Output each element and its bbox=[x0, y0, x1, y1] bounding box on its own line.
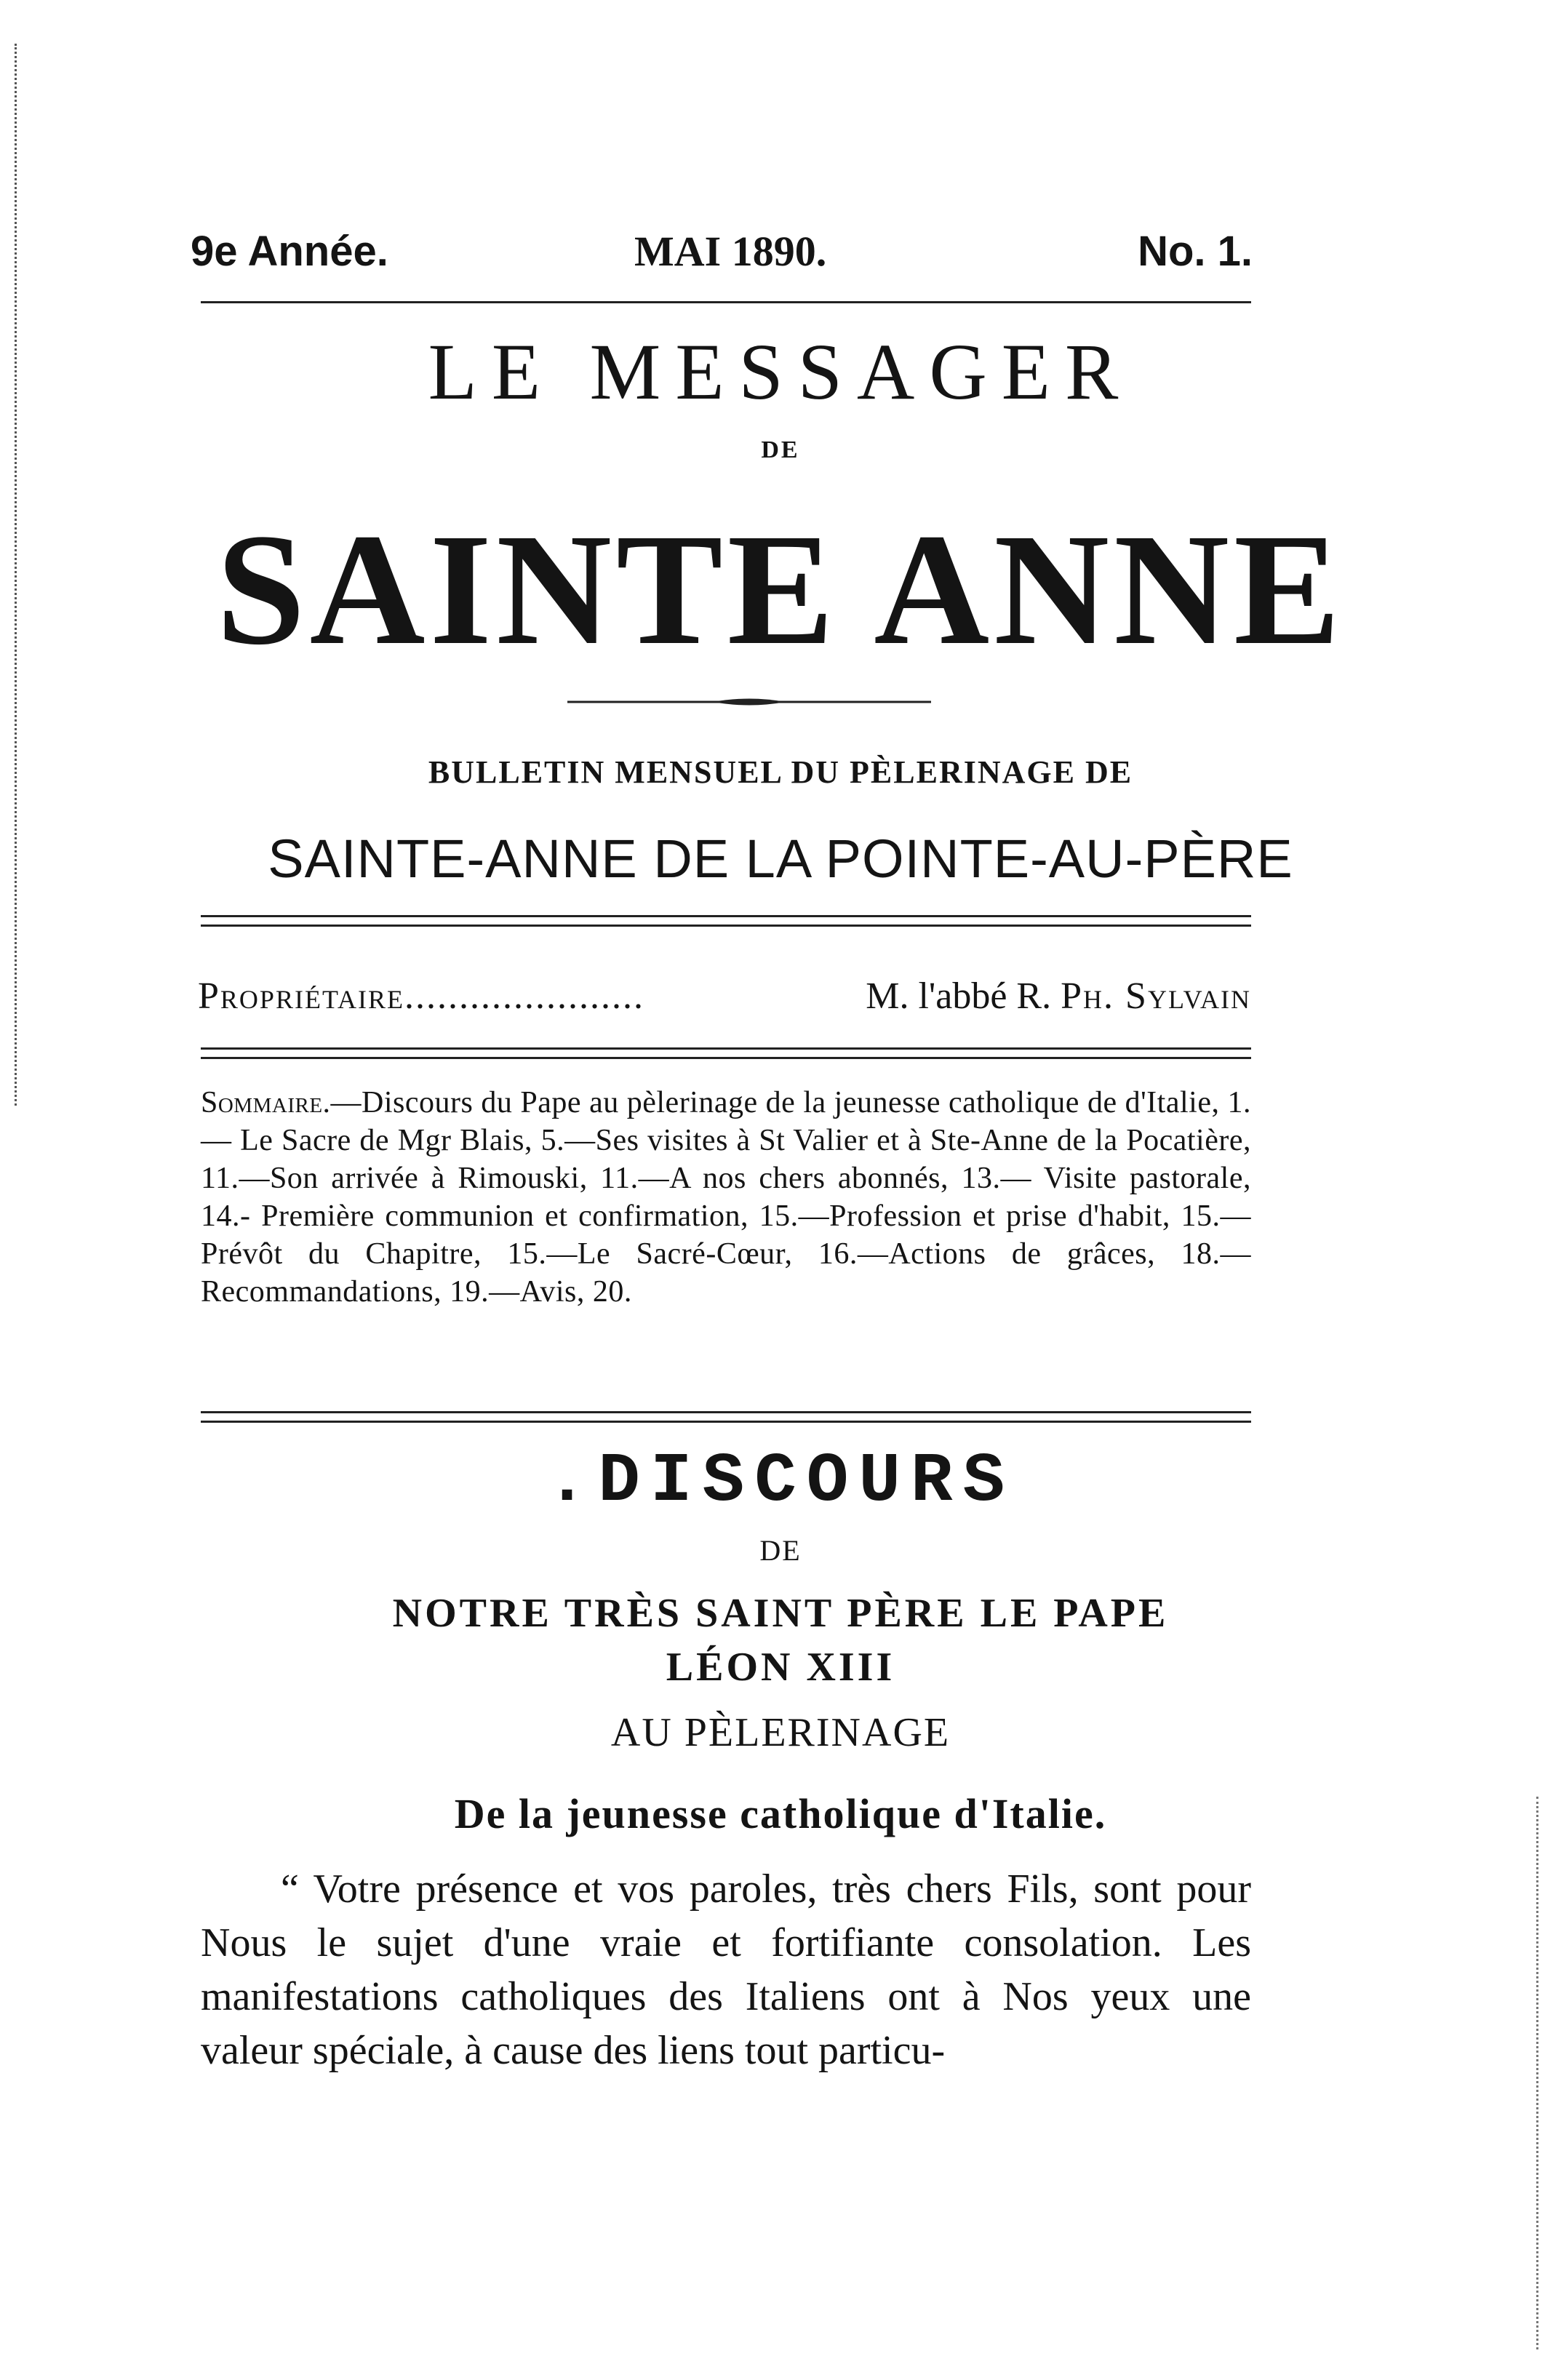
owner-value-name: Ph. Sylvain bbox=[1061, 975, 1251, 1017]
table-of-contents bbox=[201, 1084, 1251, 1311]
article-paragraph: “ Votre présence et vos paroles, très chers Fils, sont pour Nous le sujet d'une vraie et fortifiante consolation. Les manifestations catholiques des Italiens ont à Nos yeux une valeur spéciale, à cause des liens tout particu- bbox=[201, 1866, 1251, 2073]
masthead-title-line2: SAINTE ANNE bbox=[216, 500, 1345, 678]
article-heading: .DISCOURS bbox=[546, 1442, 1015, 1521]
ornament-divider bbox=[567, 697, 931, 707]
owner-value bbox=[866, 975, 1251, 1018]
masthead-subtitle: BULLETIN MENSUEL DU PÈLERINAGE DE bbox=[428, 754, 1133, 790]
issue-date: MAI 1890. bbox=[634, 228, 827, 275]
article-youth-heading: De la jeunesse catholique d'Italie. bbox=[454, 1790, 1107, 1837]
owner-value-prefix: M. l'abbé R. bbox=[866, 975, 1061, 1017]
summary-text: —Discours du Pape au pèlerinage de la jeunesse catholique de d'Italie, 1. — Le Sacre de Mgr Blais, 5.—Ses visites à St Valier et à Ste-Anne de la Pocatière, 11.—Son arrivée à Rimouski, 11.—A nos chers abonnés, 13.— Visite pastorale, 14.- Première communion et confirmation, 15.—Profession et prise d'habit, 15.—Prévôt du Chapitre, 15.—Le Sacré-Cœur, 16.—Actions de grâces, 18.—Recommandations, 19.—Avis, 20. bbox=[201, 1086, 1251, 1309]
issue-number: No. 1. bbox=[1138, 228, 1253, 275]
issue-year: 9e Année. bbox=[191, 228, 388, 275]
article-pilgrimage: AU PÈLERINAGE bbox=[610, 1710, 951, 1755]
issue-header bbox=[191, 227, 1253, 285]
owner-line bbox=[198, 975, 1251, 1018]
masthead-double-rule bbox=[201, 915, 1251, 927]
owner-label: Propriétaire...................... bbox=[198, 975, 645, 1017]
masthead-place: SAINTE-ANNE DE LA POINTE-AU-PÈRE bbox=[268, 828, 1293, 889]
masthead-title-line1: LE MESSAGER bbox=[428, 327, 1133, 416]
article-pope-line1: NOTRE TRÈS SAINT PÈRE LE PAPE bbox=[392, 1591, 1169, 1636]
summary-lead: Sommaire. bbox=[201, 1086, 331, 1119]
article-pope-line2: LÉON XIII bbox=[666, 1645, 895, 1690]
masthead-de: DE bbox=[761, 436, 800, 463]
owner-double-rule bbox=[201, 1047, 1251, 1059]
article-de: DE bbox=[759, 1534, 802, 1567]
header-rule bbox=[201, 301, 1251, 303]
summary-double-rule bbox=[201, 1411, 1251, 1423]
article-body bbox=[201, 1862, 1251, 2077]
right-margin-specks bbox=[1536, 1797, 1543, 2349]
